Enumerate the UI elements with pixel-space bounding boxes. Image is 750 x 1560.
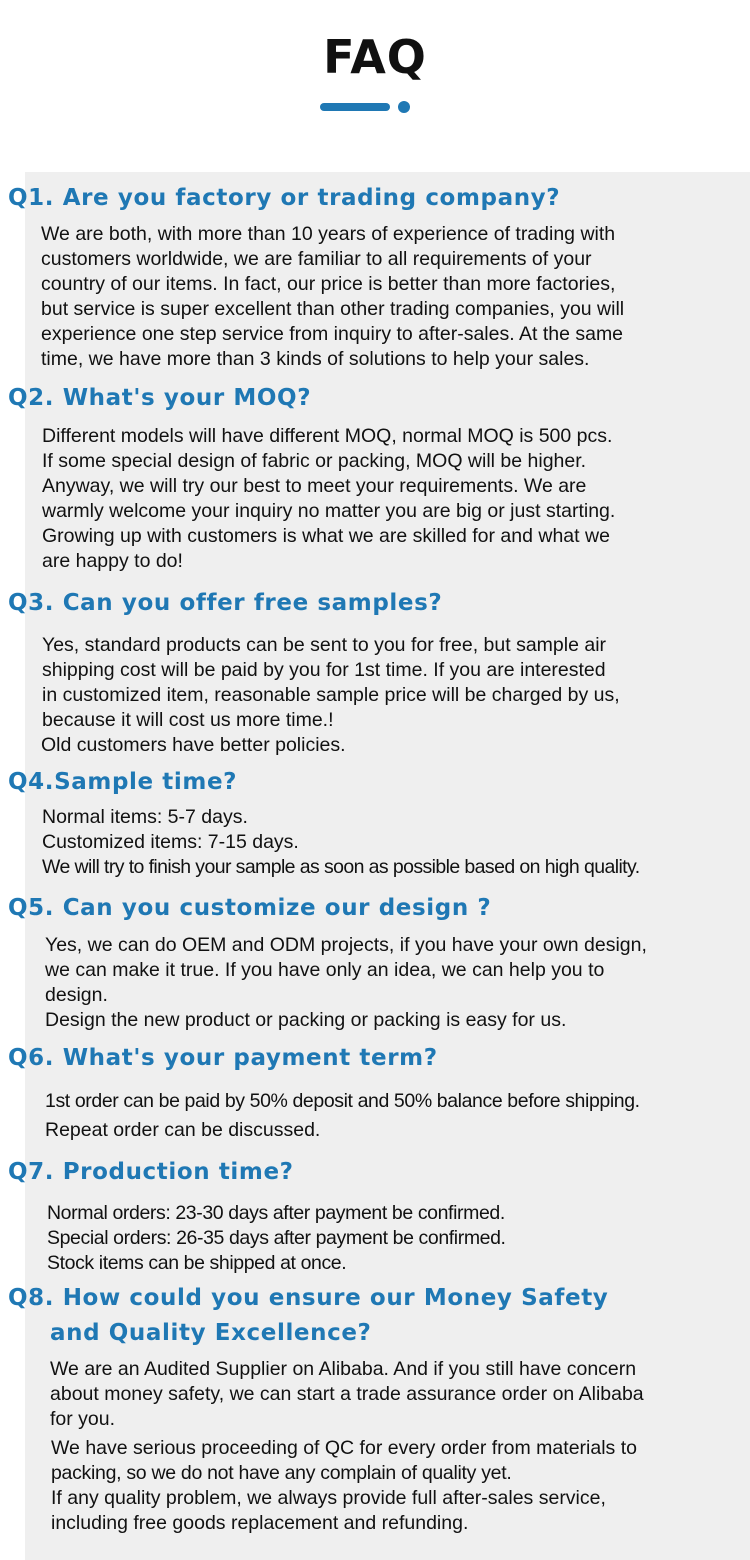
answer-line: shipping cost will be paid by you for 1st time. If you are interested xyxy=(42,659,606,681)
answer-line: If any quality problem, we always provide full after-sales service, xyxy=(51,1487,606,1509)
answer-4 xyxy=(42,805,640,880)
title-underline xyxy=(320,103,390,111)
question-6: Q6. What's your payment term? xyxy=(8,1045,438,1071)
answer-line: Growing up with customers is what we are skilled for and what we xyxy=(42,525,610,547)
answer-line: Anyway, we will try our best to meet your requirements. We are xyxy=(42,475,587,497)
answer-6 xyxy=(45,1087,640,1145)
answer-8 xyxy=(50,1357,644,1432)
answer-line: Design the new product or packing or packing is easy for us. xyxy=(45,1009,567,1031)
answer-line: If some special design of fabric or packing, MOQ will be higher. xyxy=(42,450,587,472)
answer-line: Normal items: 5-7 days. xyxy=(42,806,248,828)
question-3: Q3. Can you offer free samples? xyxy=(8,590,443,616)
answer-line: we can make it true. If you have only an idea, we can help you to xyxy=(45,959,605,981)
title-underline-dot xyxy=(398,101,410,113)
answer-line: including free goods replacement and refunding. xyxy=(51,1512,469,1534)
question-8: Q8. How could you ensure our Money Safety xyxy=(8,1285,609,1311)
answer-line: Old customers have better policies. xyxy=(41,734,346,756)
question-4: Q4.Sample time? xyxy=(8,769,238,795)
answer-line: We are an Audited Supplier on Alibaba. And if you still have concern xyxy=(50,1358,637,1380)
question-1: Q1. Are you factory or trading company? xyxy=(8,185,561,211)
answer-8-part-2 xyxy=(51,1436,637,1536)
answer-line: design. xyxy=(45,984,108,1006)
answer-line: 1st order can be paid by 50% deposit and 50% balance before shipping. xyxy=(45,1090,640,1112)
answer-line: Different models will have different MOQ, normal MOQ is 500 pcs. xyxy=(42,425,613,447)
answer-line: Repeat order can be discussed. xyxy=(45,1119,321,1141)
question-5: Q5. Can you customize our design ? xyxy=(8,895,492,921)
page-title: FAQ xyxy=(323,30,427,84)
answer-line: We will try to finish your sample as soon as possible based on high quality. xyxy=(42,856,640,878)
answer-line: Stock items can be shipped at once. xyxy=(47,1252,347,1274)
question-8-line-2: and Quality Excellence? xyxy=(50,1320,372,1346)
answer-line: time, we have more than 3 kinds of solutions to help your sales. xyxy=(41,348,590,370)
answer-2 xyxy=(42,424,615,574)
answer-1 xyxy=(41,222,624,372)
answer-line: customers worldwide, we are familiar to all requirements of your xyxy=(41,248,592,270)
answer-line: in customized item, reasonable sample price will be charged by us, xyxy=(42,684,620,706)
answer-line: Normal orders: 23-30 days after payment be confirmed. xyxy=(47,1202,505,1224)
answer-line: experience one step service from inquiry to after-sales. At the same xyxy=(41,323,624,345)
answer-5 xyxy=(45,933,647,1033)
answer-line: packing, so we do not have any complain of quality yet. xyxy=(51,1462,512,1484)
answer-line: Yes, we can do OEM and ODM projects, if you have your own design, xyxy=(45,934,647,956)
answer-line: are happy to do! xyxy=(42,550,183,572)
answer-line: Customized items: 7-15 days. xyxy=(42,831,299,853)
answer-line: about money safety, we can start a trade assurance order on Alibaba xyxy=(50,1383,644,1405)
answer-line: but service is super excellent than other trading companies, you will xyxy=(41,298,625,320)
answer-line: Yes, standard products can be sent to you for free, but sample air xyxy=(42,634,607,656)
answer-line: We are both, with more than 10 years of experience of trading with xyxy=(41,223,616,245)
answer-line: for you. xyxy=(50,1408,116,1430)
question-2: Q2. What's your MOQ? xyxy=(8,385,312,411)
answer-3 xyxy=(42,633,620,758)
answer-line: We have serious proceeding of QC for every order from materials to xyxy=(51,1437,637,1459)
answer-line: country of our items. In fact, our price is better than more factories, xyxy=(41,273,616,295)
answer-line: because it will cost us more time.! xyxy=(42,709,334,731)
answer-7 xyxy=(47,1201,506,1276)
answer-line: warmly welcome your inquiry no matter you are big or just starting. xyxy=(42,500,616,522)
answer-line: Special orders: 26-35 days after payment be confirmed. xyxy=(47,1227,506,1249)
question-7: Q7. Production time? xyxy=(8,1159,294,1185)
